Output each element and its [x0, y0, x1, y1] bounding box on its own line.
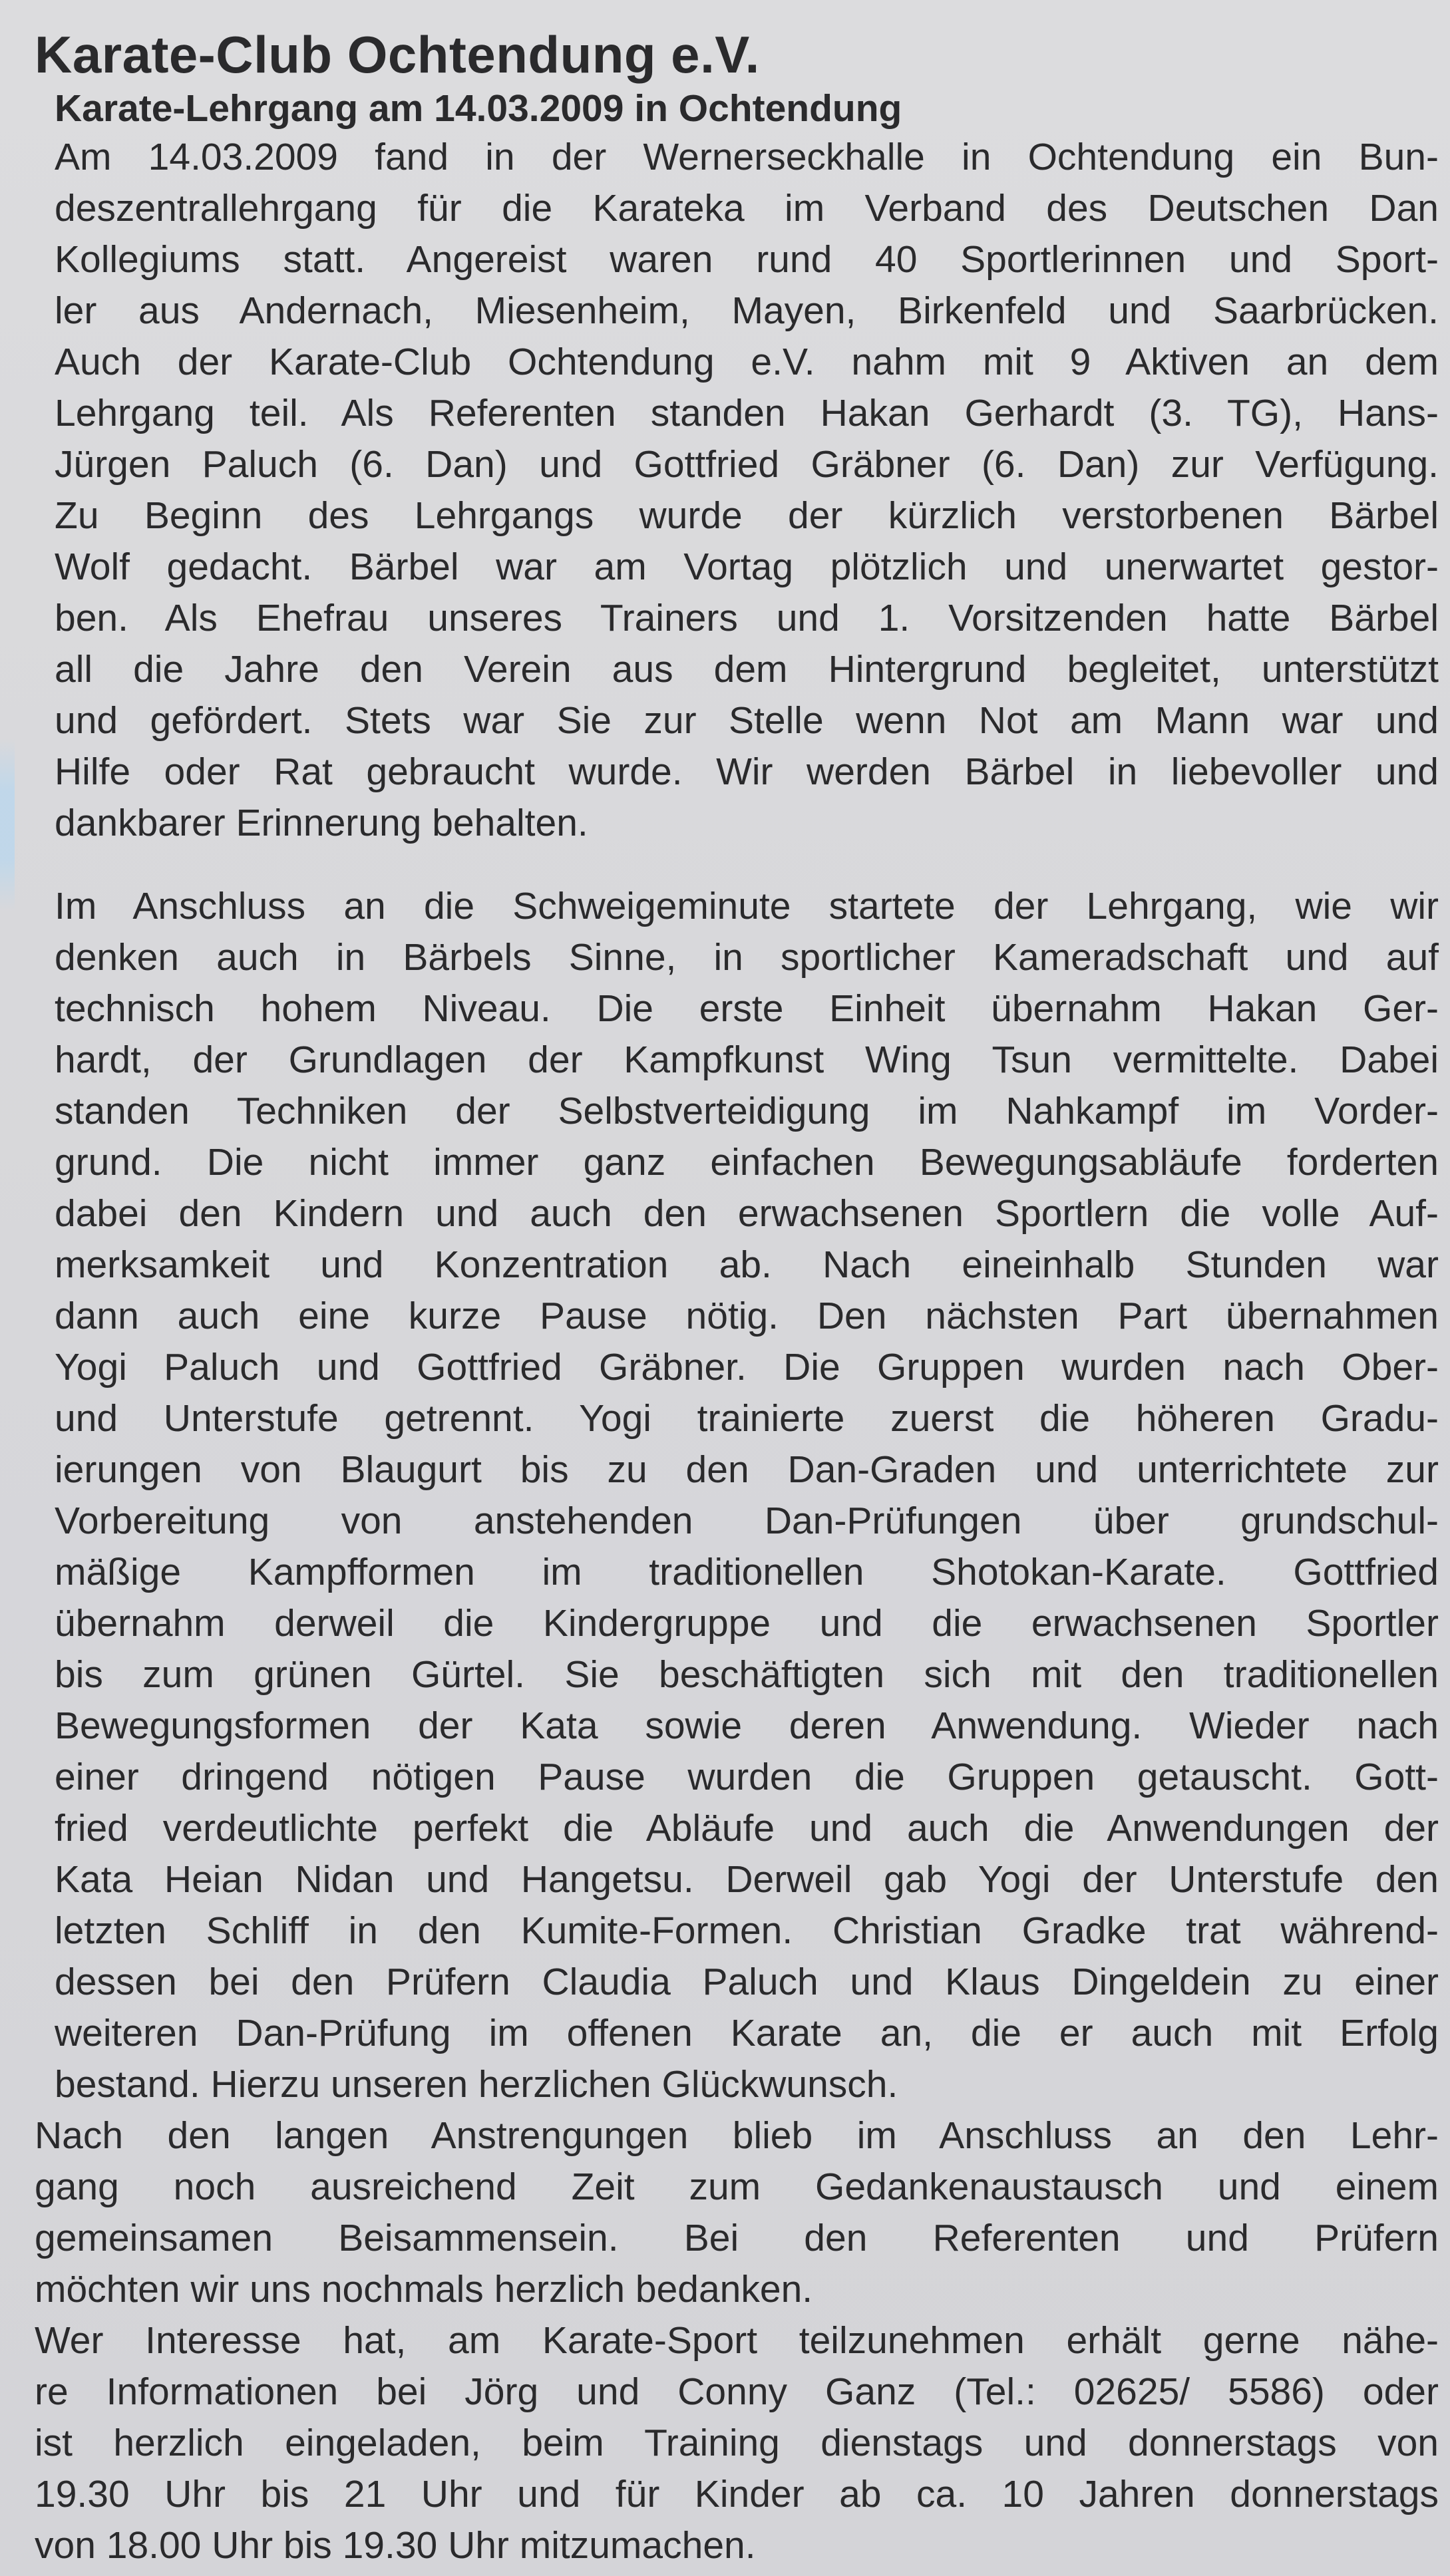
paragraph-line: Auch der Karate-Club Ochtendung e.V. nahm mit 9 Aktiven an dem — [55, 341, 1439, 383]
paragraph-line: dessen bei den Prüfern Claudia Paluch und Klaus Dingeldein zu einer — [55, 1961, 1439, 2003]
paragraph-line: weiteren Dan-Prüfung im offenen Karate an, die er auch mit Erfolg — [55, 2012, 1439, 2054]
paragraph-line: Wer Interesse hat, am Karate-Sport teilzunehmen erhält gerne nähe- — [35, 2319, 1439, 2362]
paragraph-line: ist herzlich eingeladen, beim Training dienstags und donnerstags von — [35, 2422, 1439, 2464]
paragraph-line: 19.30 Uhr bis 21 Uhr und für Kinder ab ca. 10 Jahren donnerstags — [35, 2473, 1439, 2515]
paragraph-line: möchten wir uns nochmals herzlich bedanken. — [35, 2268, 813, 2311]
paragraph-line: Hilfe oder Rat gebraucht wurde. Wir werden Bärbel in liebevoller und — [55, 750, 1439, 793]
paragraph-line: dankbarer Erinnerung behalten. — [55, 802, 588, 844]
paragraph-line: mäßige Kampfformen im traditionellen Shotokan-Karate. Gottfried — [55, 1551, 1439, 1593]
paragraph-line: hardt, der Grundlagen der Kampfkunst Wing Tsun vermittelte. Dabei — [55, 1039, 1439, 1081]
paragraph-line: all die Jahre den Verein aus dem Hintergrund begleitet, unterstützt — [55, 648, 1439, 691]
paragraph-line: Lehrgang teil. Als Referenten standen Hakan Gerhardt (3. TG), Hans- — [55, 392, 1439, 434]
paragraph-line: dann auch eine kurze Pause nötig. Den nächsten Part übernahmen — [55, 1295, 1439, 1337]
paragraph-3 — [35, 2110, 1439, 2315]
paragraph-line: ler aus Andernach, Miesenheim, Mayen, Birkenfeld und Saarbrücken. — [55, 289, 1439, 332]
paragraph-line: einer dringend nötigen Pause wurden die Gruppen getauscht. Gott- — [55, 1756, 1439, 1798]
paragraph-line: merksamkeit und Konzentration ab. Nach eineinhalb Stunden war — [55, 1243, 1439, 1286]
paragraph-line: grund. Die nicht immer ganz einfachen Bewegungsabläufe forderten — [55, 1141, 1439, 1184]
article — [35, 24, 1439, 2571]
paragraph-line: gemeinsamen Beisammensein. Bei den Referenten und Prüfern — [35, 2217, 1439, 2259]
paragraph-line: denken auch in Bärbels Sinne, in sportlicher Kameradschaft und auf — [55, 936, 1439, 979]
paragraph-line: und Unterstufe getrennt. Yogi trainierte zuerst die höheren Gradu- — [55, 1397, 1439, 1440]
blue-margin-stain — [0, 738, 15, 911]
paragraph-line: übernahm derweil die Kindergruppe und die erwachsenen Sportler — [55, 1602, 1439, 1645]
paragraph-line: deszentrallehrgang für die Karateka im Verband des Deutschen Dan — [55, 187, 1439, 230]
paragraph-line: Vorbereitung von anstehenden Dan-Prüfungen über grundschul- — [55, 1500, 1439, 1542]
paragraph-line: Jürgen Paluch (6. Dan) und Gottfried Gräbner (6. Dan) zur Verfügung. — [55, 443, 1439, 486]
paragraph-line: von 18.00 Uhr bis 19.30 Uhr mitzumachen. — [35, 2524, 756, 2567]
paragraph-line: Wolf gedacht. Bärbel war am Vortag plötzlich und unerwartet gestor- — [55, 546, 1439, 588]
paragraph-line: ben. Als Ehefrau unseres Trainers und 1. Vorsitzenden hatte Bärbel — [55, 597, 1439, 639]
paragraph-line: Am 14.03.2009 fand in der Wernerseckhalle in Ochtendung ein Bun- — [55, 136, 1439, 178]
article-headline: Karate-Club Ochtendung e.V. — [35, 25, 760, 84]
paragraph-line: technisch hohem Niveau. Die erste Einheit übernahm Hakan Ger- — [55, 987, 1439, 1030]
paragraph-line: Im Anschluss an die Schweigeminute startete der Lehrgang, wie wir — [55, 885, 1439, 927]
paragraph-1 — [35, 132, 1439, 849]
paragraph-4 — [35, 2315, 1439, 2571]
paragraph-line: letzten Schliff in den Kumite-Formen. Christian Gradke trat während- — [55, 1909, 1439, 1952]
paragraph-2 — [35, 881, 1439, 2110]
paragraph-line: Kollegiums statt. Angereist waren rund 40 Sportlerinnen und Sport- — [55, 238, 1439, 281]
paragraph-line: Yogi Paluch und Gottfried Gräbner. Die Gruppen wurden nach Ober- — [55, 1346, 1439, 1388]
paragraph-line: Nach den langen Anstrengungen blieb im Anschluss an den Lehr- — [35, 2114, 1439, 2157]
paragraph-line: bestand. Hierzu unseren herzlichen Glückwunsch. — [55, 2063, 898, 2106]
paragraph-line: dabei den Kindern und auch den erwachsenen Sportlern die volle Auf- — [55, 1192, 1439, 1235]
paragraph-line: fried verdeutlichte perfekt die Abläufe und auch die Anwendungen der — [55, 1807, 1439, 1850]
paragraph-line: bis zum grünen Gürtel. Sie beschäftigten sich mit den traditionellen — [55, 1653, 1439, 1696]
paragraph-line: und gefördert. Stets war Sie zur Stelle wenn Not am Mann war und — [55, 699, 1439, 742]
paragraph-line: Zu Beginn des Lehrgangs wurde der kürzlich verstorbenen Bärbel — [55, 494, 1439, 537]
paragraph-line: gang noch ausreichend Zeit zum Gedankenaustausch und einem — [35, 2166, 1439, 2208]
paragraph-line: Kata Heian Nidan und Hangetsu. Derweil gab Yogi der Unterstufe den — [55, 1858, 1439, 1901]
paragraph-line: ierungen von Blaugurt bis zu den Dan-Graden und unterrichtete zur — [55, 1448, 1439, 1491]
article-subheadline: Karate-Lehrgang am 14.03.2009 in Ochtendung — [55, 87, 902, 130]
paragraph-line: re Informationen bei Jörg und Conny Ganz (Tel.: 02625/ 5586) oder — [35, 2370, 1439, 2413]
paragraph-line: standen Techniken der Selbstverteidigung im Nahkampf im Vorder- — [55, 1090, 1439, 1132]
paragraph-line: Bewegungsformen der Kata sowie deren Anwendung. Wieder nach — [55, 1704, 1439, 1747]
